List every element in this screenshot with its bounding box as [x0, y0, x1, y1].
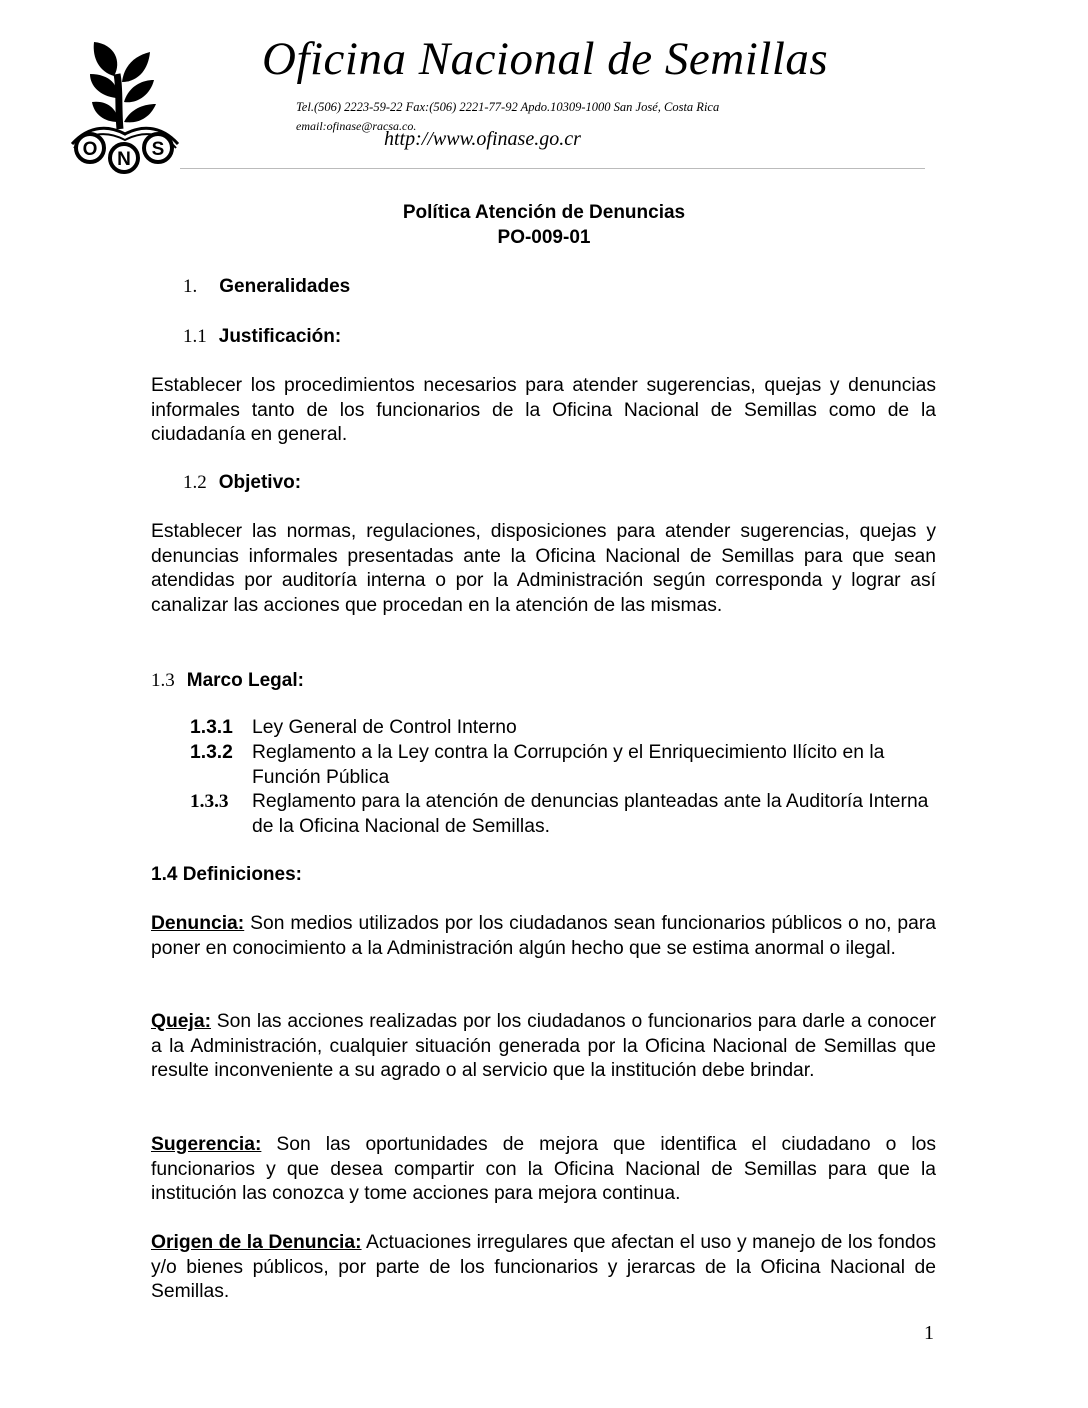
svg-text:O: O	[82, 139, 98, 160]
header-divider	[180, 168, 925, 169]
svg-text:N: N	[117, 149, 131, 170]
org-name: Oficina Nacional de Semillas	[262, 33, 829, 85]
legal-item: 1.3.2 Reglamento a la Ley contra la Corrupción y el Enriquecimiento Ilícito en la Función Pública	[190, 742, 885, 788]
heading-objetivo: 1.2 Objetivo:	[183, 472, 302, 493]
definition-origen: Origen de la Denuncia: Actuaciones irregulares que afectan el uso y manejo de los fondos y/o bienes públicos, por parte de los funcionarios y jerarcas de la Oficina Nacional de Semillas.	[151, 1232, 936, 1302]
document-code: PO-009-01	[497, 227, 591, 248]
legal-item: 1.3.3 Reglamento para la atención de denuncias planteadas ante la Auditoría Interna de la Oficina Nacional de Semillas.	[190, 791, 929, 837]
objetivo-body: Establecer las normas, regulaciones, disposiciones para atender sugerencias, quejas y denuncias informales presentadas ante la Oficina Nacional de Semillas para que sean atendidas por auditoría interna o por la Administración según corresponda y lograr así canalizar las acciones que procedan en la atención de las mismas.	[151, 521, 936, 616]
document-title: Política Atención de Denuncias	[402, 202, 686, 223]
email: email:ofinase@racsa.co.	[296, 119, 417, 133]
page-number: 1	[924, 1322, 934, 1344]
heading-justificacion: 1.1 Justificación:	[183, 326, 342, 347]
heading-generalidades: 1. Generalidades	[183, 276, 351, 297]
legal-item: 1.3.1 Ley General de Control Interno	[190, 717, 517, 738]
definition-denuncia: Denuncia: Son medios utilizados por los ciudadanos sean funcionarios públicos o no, para poner en conocimiento a la Administración algún hecho que se estima anormal o ilegal.	[151, 913, 936, 959]
definition-queja: Queja: Son las acciones realizadas por los ciudadanos o funcionarios para darle a conocer a la Administración, cualquier situación generada por la Oficina Nacional de Semillas que resulte inconveniente a su agrado o al servicio que la institución debe brindar.	[151, 1011, 936, 1081]
justificacion-body: Establecer los procedimientos necesarios para atender sugerencias, quejas y denuncias informales tanto de los funcionarios de la Oficina Nacional de Semillas como de la ciudadanía en general.	[151, 375, 936, 445]
contact-line: Tel.(506) 2223-59-22 Fax:(506) 2221-77-92 Apdo.10309-1000 San José, Costa Rica	[296, 100, 720, 114]
heading-definiciones: 1.4 Definiciones:	[151, 864, 302, 885]
heading-marco-legal: 1.3 Marco Legal:	[151, 670, 304, 691]
definition-sugerencia: Sugerencia: Son las oportunidades de mejora que identifica el ciudadano o los funcionarios y que desea compartir con la Oficina Nacional de Semillas para que la institución las conozca y tome acciones para mejora continua.	[151, 1134, 936, 1204]
website: http://www.ofinase.go.cr	[384, 128, 581, 150]
svg-text:S: S	[151, 139, 165, 160]
ons-logo	[70, 34, 180, 174]
